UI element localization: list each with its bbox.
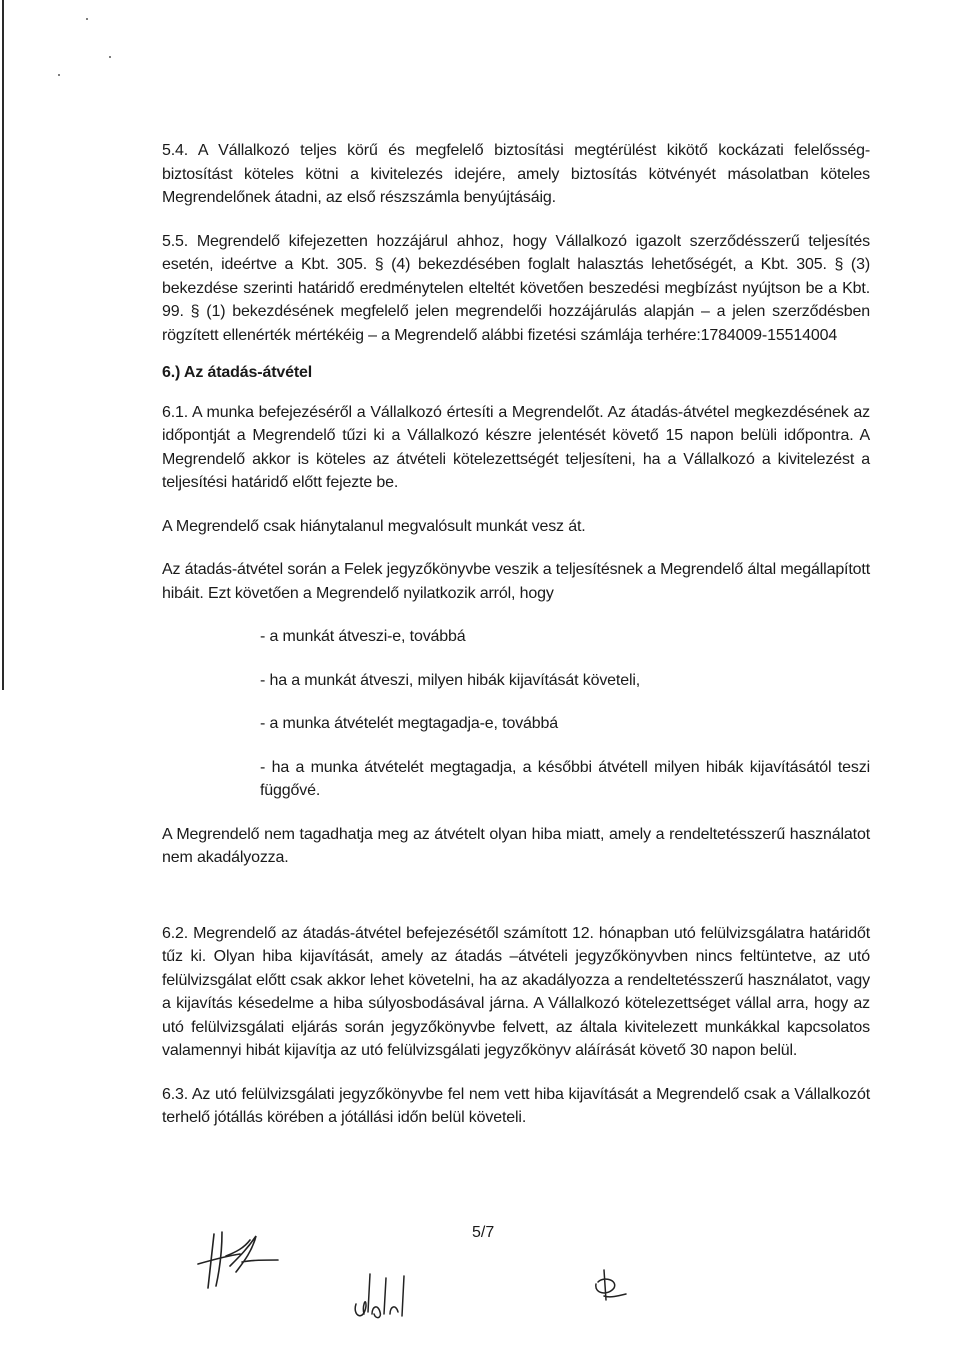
paragraph-6-1-refusal: A Megrendelő nem tagadhatja meg az átvételt olyan hiba miatt, amely a rendeltetésszerű használatot nem akadályozza. [162, 825, 870, 866]
paragraph-6-2: 6.2. Megrendelő az átadás-átvétel befejezésétől számított 12. hónapban utó felülvizsgálatra határidőt tűz ki. Olyan hiba kijavítását, amely az átadás –átvételi jegyzőkönyvben nincs feltüntetve, az utó felülvizsgálat előtt csak akkor lehet követelni, ha az akadályozza a rendeltetésszerű használatot, vagy a kijavítás késedelme a hiba súlyosbodásával járna. A Vállalkozó kötelezettséget vállal arra, hogy az utó felülvizsgálati eljárás során jegyzőkönyvbe felvett, az általa kivitelezett munkákkal kapcsolatos valamennyi hibát kijavítja az utó felülvizsgálati jegyzőkönyv aláírását követő 30 napon belül. [162, 924, 870, 1059]
page-footer [0, 1220, 960, 1370]
paragraph-6-1-acceptance: A Megrendelő csak hiánytalanul megvalósult munkát vesz át. [162, 517, 586, 535]
paragraph-5-5: 5.5. Megrendelő kifejezetten hozzájárul ahhoz, hogy Vállalkozó igazolt szerződésszerű teljesítés esetén, ideértve a Kbt. 305. § (4) bekezdésében foglalt halasztás lehetőségét, a Kbt. 305. § (3) bekezdése szerinti határidő eredménytelen elteltét követően beszedési megbízást nyújtson be a Kbt. 99. § (1) bekezdésének megfelelő jelen megrendelői hozzájárulás alapján – a jelen szerződésben rögzített ellenérték mértékéig – a Megrendelő alábbi fizetési számlája terhére:1784009-15514004 [162, 232, 870, 344]
page-number: 5/7 [472, 1224, 495, 1241]
signature-initials-center [350, 1256, 410, 1326]
scan-speck [58, 74, 60, 76]
scan-speck [109, 56, 111, 58]
signature-initials-left [192, 1226, 282, 1296]
signature-initials-right [590, 1266, 630, 1306]
paragraph-6-1: 6.1. A munka befejezéséről a Vállalkozó értesíti a Megrendelőt. Az átadás-átvétel megkezdésének az időpontját a Megrendelő tűzi ki a Vállalkozó készre jelentését követő 15 napon belüli időpontra. A Megrendelő akkor is köteles az átvételi kötelezettségét teljesíteni, ha a Vállalkozó a kivitelezést a teljesítési határidő előtt fejezte be. [162, 403, 870, 491]
paragraph-6-3: 6.3. Az utó felülvizsgálati jegyzőkönyvbe fel nem vett hiba kijavítását a Megrendelő csak a Vállalkozót terhelő jótállás körében a jótállási időn belül követeli. [162, 1085, 870, 1126]
list-item: - a munkát átveszi-e, továbbá [260, 628, 466, 645]
document-body [162, 139, 870, 1150]
section-heading-6: 6.) Az átadás-átvétel [162, 364, 313, 381]
paragraph-6-1-protocol: Az átadás-átvétel során a Felek jegyzőkönyvbe veszik a teljesítésnek a Megrendelő által megállapított hibáit. Ezt követően a Megrendelő nyilatkozik arról, hogy [162, 561, 870, 602]
list-item: - ha a munka átvételét megtagadja, a későbbi átvétell milyen hibák kijavításától teszi függővé. [260, 758, 870, 799]
scan-speck [86, 18, 88, 20]
paragraph-5-4: 5.4. A Vállalkozó teljes körű és megfelelő biztosítási megtérülést kikötő kockázati felelősség-biztosítást köteles kötni a kivitelezés idejére, amely biztosítás kötvényét másolatban köteles Megrendelőnek átadni, az első részszámla benyújtásáig. [162, 142, 870, 206]
declaration-list [260, 625, 870, 803]
list-item: - ha a munkát átveszi, milyen hibák kijavítását követeli, [260, 671, 641, 689]
list-item: - a munka átvételét megtagadja-e, továbbá [260, 715, 559, 732]
scan-margin-line [2, 0, 4, 690]
